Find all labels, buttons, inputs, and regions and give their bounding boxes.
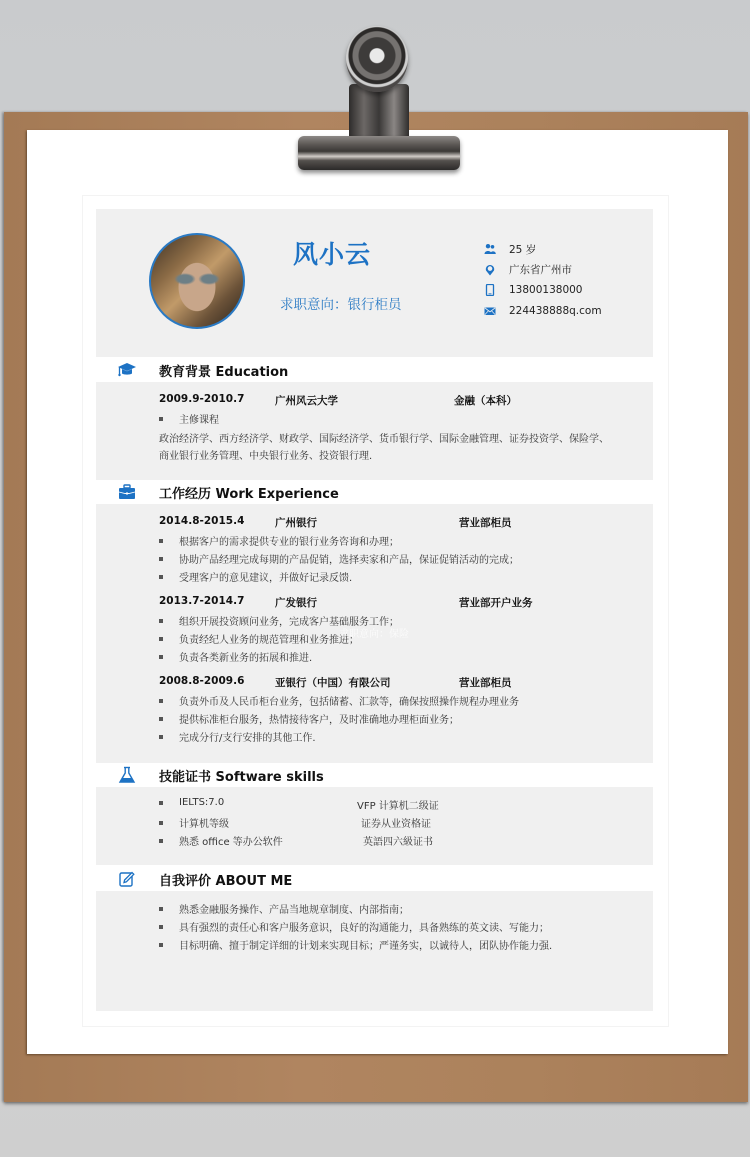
work-duty: 根据客户的需求提供专业的银行业务咨询和办理； — [159, 533, 399, 548]
section-title-work: 工作经历 Work Experience — [159, 486, 339, 502]
certificate-item: VFP 计算机二级证 — [357, 801, 439, 812]
contact-email — [484, 301, 602, 322]
skill-item: IELTS:7.0 — [159, 797, 224, 808]
skill-item: 熟悉 office 等办公软件 — [159, 833, 283, 848]
education-period: 2009.9-2010.7 — [159, 393, 245, 405]
section-title-education: 教育背景 Education — [159, 364, 289, 380]
about-item: 具有强烈的责任心和客户服务意识，良好的沟通能力，具备熟练的英文读、写能力； — [159, 919, 549, 934]
education-courses-line-2: 商业银行业务管理、中央银行业务、投资银行理. — [159, 451, 373, 462]
work-duty: 负责各类新业务的拓展和推进. — [159, 649, 312, 664]
work-duty: 负责经纪人业务的规范管理和业务推进； — [159, 631, 359, 646]
user-icon — [484, 243, 496, 255]
work-duty: 负责外币及人民币柜台业务，包括储蓄、汇款等，确保按照操作规程办理业务 — [159, 693, 519, 708]
education-panel — [96, 382, 653, 480]
edit-pencil-icon — [116, 870, 138, 888]
education-courses-line-1: 政治经济学、西方经济学、财政学、国际经济学、货币银行学、国际金融管理、证券投资学、保险学、 — [159, 434, 609, 445]
graduation-cap-icon — [116, 361, 138, 379]
contact-age-value: 25 岁 — [509, 243, 537, 256]
work-company: 广发银行 — [275, 597, 317, 609]
location-pin-icon — [484, 264, 496, 276]
about-item: 目标明确、擅于制定详细的计划来实现目标；严谨务实，以诚待人，团队协作能力强. — [159, 937, 552, 952]
watermark-text: 求职意向：保险 — [339, 629, 409, 640]
section-title-skills: 技能证书 Software skills — [159, 769, 324, 785]
education-bullet: 主修课程 — [159, 411, 219, 426]
work-entry-header — [159, 595, 639, 611]
candidate-name: 风小云 — [293, 240, 372, 269]
work-duty: 组织开展投资顾问业务，完成客户基础服务工作； — [159, 613, 399, 628]
contact-location — [484, 260, 602, 281]
work-position: 营业部柜员 — [459, 677, 512, 689]
contact-phone — [484, 280, 602, 301]
skill-item: 计算机等级 — [159, 815, 229, 830]
work-entry-header — [159, 515, 639, 531]
section-title-about: 自我评价 ABOUT ME — [159, 873, 293, 889]
about-item: 熟悉金融服务操作、产品当地规章制度、内部指南； — [159, 901, 409, 916]
binder-clip-base — [298, 136, 460, 170]
work-duty: 受理客户的意见建议，并做好记录反馈. — [159, 569, 352, 584]
binder-clip — [296, 24, 462, 170]
binder-clip-ring — [346, 26, 408, 92]
briefcase-icon — [116, 483, 138, 501]
contact-phone-value: 13800138000 — [509, 284, 583, 297]
section-header-education — [96, 358, 653, 382]
phone-icon — [484, 284, 496, 296]
about-panel — [96, 891, 653, 1011]
mail-icon — [484, 305, 496, 317]
work-duty: 提供标准柜台服务，热情接待客户，及时准确地办理柜面业务； — [159, 711, 459, 726]
education-major: 金融（本科） — [454, 395, 517, 407]
avatar — [149, 233, 245, 329]
section-header-work — [96, 480, 653, 504]
work-entry-header — [159, 675, 639, 691]
work-period: 2014.8-2015.4 — [159, 515, 245, 527]
job-intent: 求职意向：银行柜员 — [280, 297, 402, 313]
education-school: 广州风云大学 — [275, 395, 338, 407]
section-header-about — [96, 867, 653, 891]
work-company: 亚银行（中国）有限公司 — [275, 677, 391, 689]
work-period: 2013.7-2014.7 — [159, 595, 245, 607]
profile-header — [96, 209, 653, 357]
contact-email-value: 224438888q.com — [509, 304, 602, 317]
work-duty: 完成分行/支行安排的其他工作. — [159, 729, 316, 744]
contact-location-value: 广东省广州市 — [509, 264, 572, 277]
flask-icon — [116, 766, 138, 784]
work-position: 营业部开户业务 — [459, 597, 533, 609]
contact-age — [484, 239, 602, 260]
work-panel — [96, 504, 653, 763]
certificate-item: 证券从业资格证 — [361, 819, 431, 830]
skills-panel — [96, 787, 653, 865]
certificate-item: 英語四六級证书 — [363, 837, 433, 848]
contact-list — [484, 239, 602, 321]
work-period: 2008.8-2009.6 — [159, 675, 245, 687]
work-position: 营业部柜员 — [459, 517, 512, 529]
work-duty: 协助产品经理完成每期的产品促销，选择卖家和产品，保证促销活动的完成； — [159, 551, 519, 566]
work-company: 广州银行 — [275, 517, 317, 529]
section-header-skills — [96, 763, 653, 787]
education-entry-header — [159, 393, 639, 409]
